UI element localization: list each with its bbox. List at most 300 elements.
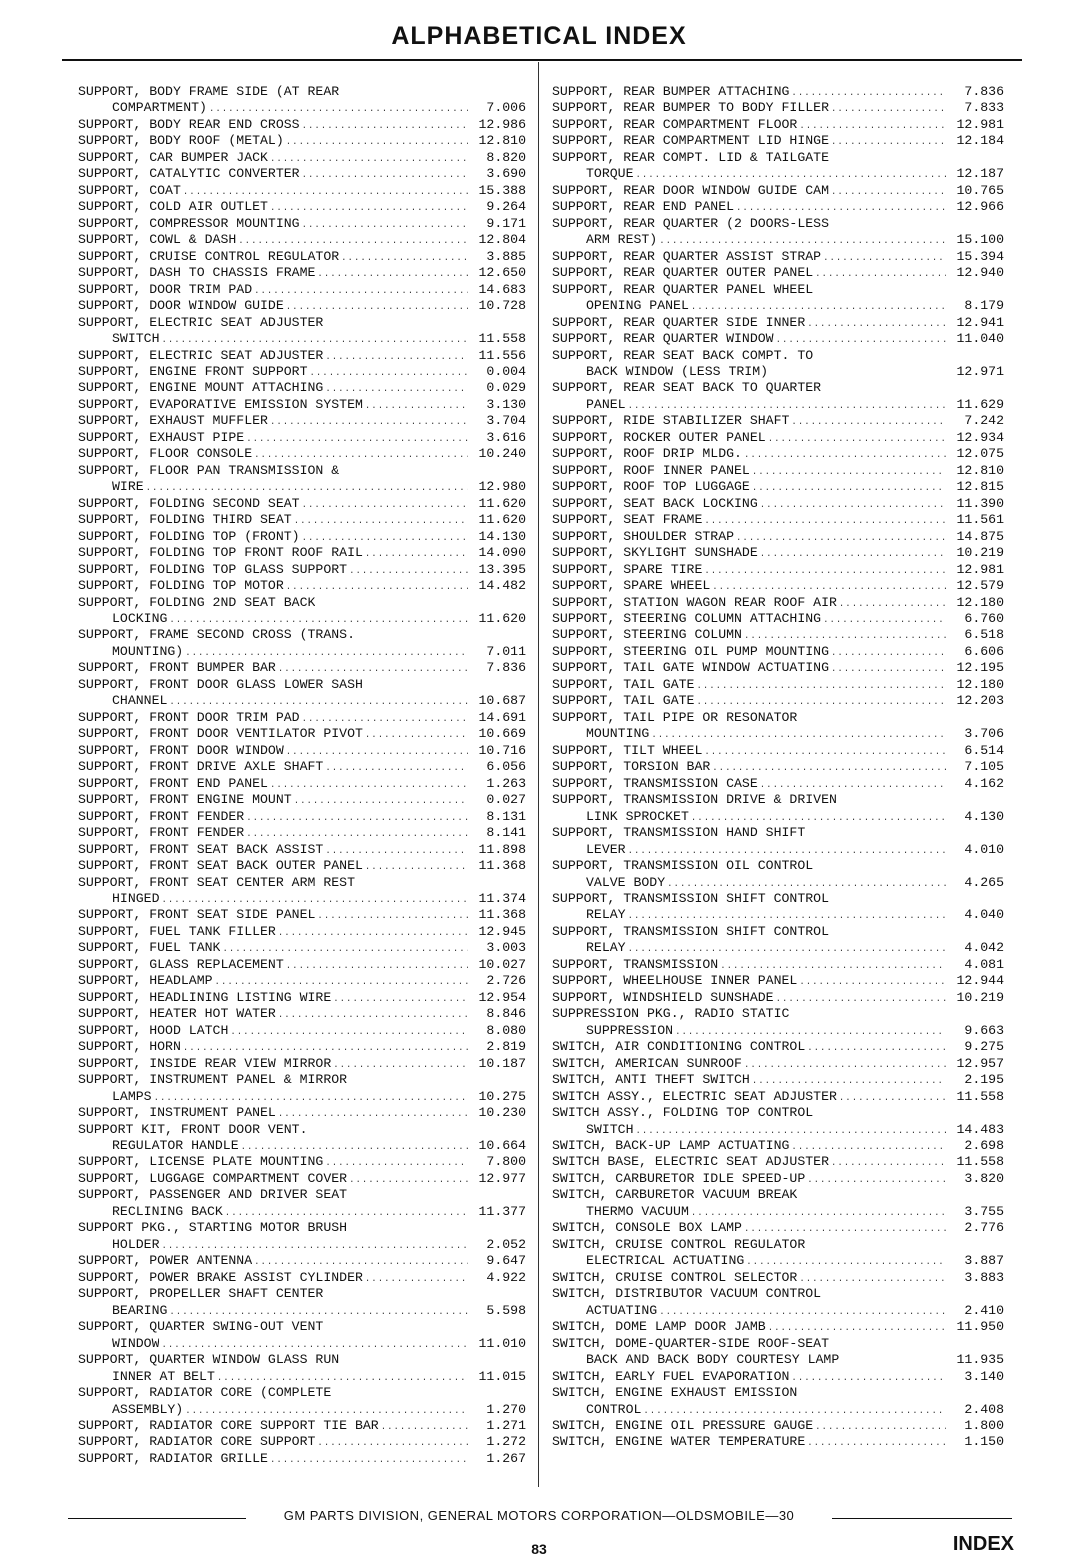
entry-label: SUPPORT, TRANSMISSION DRIVE & DRIVEN bbox=[552, 792, 837, 808]
entry-label: SUPPORT, COMPRESSOR MOUNTING bbox=[78, 215, 300, 231]
entry-label: LEVER bbox=[586, 841, 626, 857]
index-entry bbox=[552, 940, 1004, 956]
entry-page-ref: 10.664 bbox=[478, 1138, 526, 1153]
entry-label: SUPPORT, FRAME SECOND CROSS (TRANS. bbox=[78, 627, 355, 643]
index-entry bbox=[78, 973, 526, 989]
entry-label: SUPPORT, PASSENGER AND DRIVER SEAT bbox=[78, 1187, 348, 1203]
index-entry bbox=[552, 1154, 1004, 1170]
entry-page-ref: 11.620 bbox=[478, 495, 526, 511]
index-entry bbox=[552, 430, 1004, 446]
index-entry bbox=[552, 990, 1004, 1006]
leader-dots bbox=[341, 250, 468, 266]
entry-label: SUPPRESSION PKG., RADIO STATIC bbox=[552, 1006, 790, 1022]
leader-dots bbox=[768, 431, 946, 447]
index-column-right bbox=[552, 84, 1004, 1451]
leader-dots bbox=[185, 645, 468, 661]
index-entry bbox=[78, 249, 526, 265]
entry-page-ref: 4.130 bbox=[964, 808, 1004, 824]
index-entry bbox=[78, 1253, 526, 1269]
entry-label: SUPPORT, SKYLIGHT SUNSHADE bbox=[552, 545, 758, 561]
entry-label: SUPPORT, HEATER HOT WATER bbox=[78, 1006, 276, 1022]
page-title: ALPHABETICAL INDEX bbox=[391, 22, 687, 50]
index-entry bbox=[552, 1072, 1004, 1088]
index-entry bbox=[78, 990, 526, 1006]
entry-label: SUPPORT, FRONT SEAT BACK ASSIST bbox=[78, 841, 324, 857]
entry-label: SUPPORT, REAR COMPARTMENT LID HINGE bbox=[552, 133, 829, 149]
entry-page-ref: 12.981 bbox=[956, 116, 1004, 132]
entry-label: SUPPORT, FUEL TANK FILLER bbox=[78, 923, 276, 939]
index-entry bbox=[78, 545, 526, 561]
entry-label: SUPPORT, QUARTER WINDOW GLASS RUN bbox=[78, 1352, 340, 1368]
entry-page-ref: 14.090 bbox=[478, 545, 526, 561]
index-entry bbox=[552, 265, 1004, 281]
entry-label: SUPPORT, REAR COMPARTMENT FLOOR bbox=[552, 116, 798, 132]
entry-page-ref: 0.029 bbox=[486, 380, 526, 396]
entry-page-ref: 12.941 bbox=[956, 314, 1004, 330]
entry-label: ARM REST) bbox=[586, 232, 658, 248]
entry-page-ref: 9.171 bbox=[486, 215, 526, 231]
index-entry bbox=[78, 710, 526, 726]
leader-dots bbox=[365, 398, 468, 414]
column-divider bbox=[538, 62, 539, 1487]
entry-label: SUPPORT, FRONT SEAT SIDE PANEL bbox=[78, 907, 316, 923]
leader-dots bbox=[225, 1205, 468, 1221]
entry-page-ref: 9.264 bbox=[486, 199, 526, 215]
index-entry bbox=[552, 809, 1004, 825]
entry-label: SUPPORT, REAR QUARTER (2 DOORS-LESS bbox=[552, 215, 829, 231]
leader-dots bbox=[246, 431, 468, 447]
entry-label: HOLDER bbox=[112, 1236, 160, 1252]
entry-label: SUPPORT, ROOF DRIP MLDG. bbox=[552, 446, 742, 462]
entry-page-ref: 11.950 bbox=[956, 1319, 1004, 1335]
index-entry bbox=[552, 1286, 1004, 1302]
entry-label: SUPPORT, FOLDING SECOND SEAT bbox=[78, 495, 300, 511]
entry-label: SUPPORT, BODY REAR END CROSS bbox=[78, 116, 300, 132]
leader-dots bbox=[325, 1155, 468, 1171]
entry-label: SWITCH, BACK-UP LAMP ACTUATING bbox=[552, 1138, 790, 1153]
entry-label: SUPPORT, INSIDE REAR VIEW MIRROR bbox=[78, 1055, 332, 1071]
entry-label: VALVE BODY bbox=[586, 874, 666, 890]
leader-dots bbox=[278, 661, 468, 677]
entry-label: SUPPORT, GLASS REPLACEMENT bbox=[78, 956, 284, 972]
leader-dots bbox=[704, 513, 946, 529]
entry-label: SWITCH, ENGINE EXHAUST EMISSION bbox=[552, 1385, 798, 1401]
index-entry bbox=[552, 117, 1004, 133]
index-entry bbox=[552, 1303, 1004, 1319]
leader-dots bbox=[807, 1172, 946, 1188]
entry-label: SUPPORT, CAR BUMPER JACK bbox=[78, 149, 268, 165]
entry-page-ref: 10.716 bbox=[478, 742, 526, 758]
leader-dots bbox=[691, 1205, 946, 1221]
index-entry bbox=[552, 693, 1004, 709]
index-entry bbox=[552, 315, 1004, 331]
entry-label: SUPPORT, FOLDING 2ND SEAT BACK bbox=[78, 594, 316, 610]
leader-dots bbox=[161, 892, 468, 908]
entry-page-ref: 12.980 bbox=[478, 479, 526, 495]
index-entry bbox=[552, 463, 1004, 479]
leader-dots bbox=[294, 513, 468, 529]
index-entry bbox=[552, 1023, 1004, 1039]
entry-page-ref: 3.130 bbox=[486, 396, 526, 412]
leader-dots bbox=[146, 480, 468, 496]
index-entry bbox=[552, 232, 1004, 248]
index-entry bbox=[78, 199, 526, 215]
entry-label: SUPPORT, RIDE STABILIZER SHAFT bbox=[552, 413, 790, 429]
page-number: 83 bbox=[531, 1541, 547, 1557]
entry-page-ref: 3.704 bbox=[486, 413, 526, 429]
entry-label: SWITCH bbox=[112, 331, 160, 347]
entry-label: SUPPORT, TRANSMISSION OIL CONTROL bbox=[552, 858, 814, 874]
entry-label: SUPPORT, REAR BUMPER TO BODY FILLER bbox=[552, 100, 829, 116]
entry-label: SUPPORT, TAIL GATE bbox=[552, 693, 695, 709]
index-entry bbox=[78, 84, 526, 100]
entry-label: SWITCH, ANTI THEFT SWITCH bbox=[552, 1072, 750, 1088]
index-entry bbox=[78, 282, 526, 298]
leader-dots bbox=[744, 1221, 946, 1237]
index-entry bbox=[78, 1270, 526, 1286]
leader-dots bbox=[659, 233, 946, 249]
leader-dots bbox=[799, 118, 946, 134]
entry-label: SUPPORT, TRANSMISSION bbox=[552, 956, 719, 972]
index-entry bbox=[552, 1336, 1004, 1352]
entry-label: SWITCH, AIR CONDITIONING CONTROL bbox=[552, 1039, 806, 1055]
entry-label: SUPPORT, REAR DOOR WINDOW GUIDE CAM bbox=[552, 182, 829, 198]
index-entry bbox=[552, 792, 1004, 808]
index-entry bbox=[552, 1418, 1004, 1434]
leader-dots bbox=[278, 1106, 468, 1122]
leader-dots bbox=[381, 1419, 468, 1435]
index-entry bbox=[78, 562, 526, 578]
entry-page-ref: 1.271 bbox=[486, 1417, 526, 1433]
index-entry bbox=[78, 1237, 526, 1253]
index-entry bbox=[78, 1171, 526, 1187]
index-entry bbox=[78, 1122, 526, 1138]
index-entry bbox=[552, 479, 1004, 495]
entry-page-ref: 11.561 bbox=[956, 512, 1004, 528]
leader-dots bbox=[349, 1172, 468, 1188]
index-entry bbox=[78, 677, 526, 693]
leader-dots bbox=[310, 365, 469, 381]
index-entry bbox=[552, 331, 1004, 347]
index-entry bbox=[552, 183, 1004, 199]
entry-page-ref: 10.275 bbox=[478, 1088, 526, 1104]
entry-label: SUPPORT, ENGINE MOUNT ATTACHING bbox=[78, 380, 324, 396]
entry-page-ref: 10.027 bbox=[478, 956, 526, 972]
entry-page-ref: 3.755 bbox=[964, 1203, 1004, 1219]
entry-label: SUPPORT, RADIATOR CORE SUPPORT TIE BAR bbox=[78, 1417, 379, 1433]
leader-dots bbox=[628, 398, 946, 414]
leader-dots bbox=[791, 1139, 946, 1155]
index-entry bbox=[552, 298, 1004, 314]
entry-label: SUPPORT, FOLDING TOP GLASS SUPPORT bbox=[78, 561, 348, 577]
index-entry bbox=[78, 1336, 526, 1352]
section-label: INDEX bbox=[952, 1533, 1014, 1555]
entry-page-ref: 1.800 bbox=[964, 1417, 1004, 1433]
entry-page-ref: 4.040 bbox=[964, 907, 1004, 923]
entry-page-ref: 8.080 bbox=[486, 1022, 526, 1038]
entry-page-ref: 6.518 bbox=[964, 627, 1004, 643]
leader-dots bbox=[799, 974, 946, 990]
index-entry bbox=[78, 1006, 526, 1022]
entry-page-ref: 6.514 bbox=[964, 742, 1004, 758]
index-entry bbox=[552, 562, 1004, 578]
index-entry bbox=[552, 595, 1004, 611]
index-entry bbox=[552, 743, 1004, 759]
entry-page-ref: 2.195 bbox=[964, 1072, 1004, 1088]
entry-label: SUPPORT, COLD AIR OUTLET bbox=[78, 199, 268, 215]
entry-page-ref: 10.669 bbox=[478, 726, 526, 742]
index-entry bbox=[552, 627, 1004, 643]
index-entry bbox=[78, 693, 526, 709]
leader-dots bbox=[760, 777, 946, 793]
index-entry bbox=[552, 150, 1004, 166]
index-entry bbox=[552, 1039, 1004, 1055]
entry-page-ref: 11.558 bbox=[478, 331, 526, 347]
entry-page-ref: 3.690 bbox=[486, 166, 526, 182]
index-entry bbox=[552, 759, 1004, 775]
entry-page-ref: 3.885 bbox=[486, 248, 526, 264]
entry-label: SUPPORT, CRUISE CONTROL REGULATOR bbox=[78, 248, 340, 264]
leader-dots bbox=[760, 497, 946, 513]
entry-label: ELECTRICAL ACTUATING bbox=[586, 1253, 745, 1269]
entry-page-ref: 12.986 bbox=[478, 116, 526, 132]
entry-page-ref: 2.410 bbox=[964, 1302, 1004, 1318]
entry-label: SUPPORT, BODY ROOF (METAL) bbox=[78, 133, 284, 149]
index-entry bbox=[552, 1006, 1004, 1022]
entry-label: SUPPORT, WINDSHIELD SUNSHADE bbox=[552, 989, 774, 1005]
index-entry bbox=[552, 446, 1004, 462]
leader-dots bbox=[746, 1254, 946, 1270]
entry-page-ref: 0.004 bbox=[486, 363, 526, 379]
entry-label: SUPPORT, FRONT DOOR TRIM PAD bbox=[78, 709, 300, 725]
entry-label: SUPPORT, FRONT END PANEL bbox=[78, 775, 268, 791]
leader-dots bbox=[183, 1040, 468, 1056]
entry-label: BEARING bbox=[112, 1302, 168, 1318]
entry-label: SUPPORT, TRANSMISSION SHIFT CONTROL bbox=[552, 890, 829, 906]
entry-page-ref: 4.010 bbox=[964, 841, 1004, 857]
entry-label: SUPPORT, ELECTRIC SEAT ADJUSTER bbox=[78, 314, 324, 330]
leader-dots bbox=[161, 332, 468, 348]
leader-dots bbox=[270, 1452, 468, 1468]
index-entry bbox=[78, 842, 526, 858]
index-entry bbox=[78, 1369, 526, 1385]
entry-label: SWITCH, DOME LAMP DOOR JAMB bbox=[552, 1319, 766, 1335]
index-entry bbox=[552, 512, 1004, 528]
entry-page-ref: 10.219 bbox=[956, 989, 1004, 1005]
entry-page-ref: 11.015 bbox=[478, 1368, 526, 1384]
index-entry bbox=[552, 578, 1004, 594]
leader-dots bbox=[241, 1139, 468, 1155]
entry-page-ref: 2.698 bbox=[964, 1138, 1004, 1153]
index-entry bbox=[78, 380, 526, 396]
entry-label: SUPPORT, INSTRUMENT PANEL & MIRROR bbox=[78, 1072, 348, 1088]
leader-dots bbox=[215, 974, 468, 990]
entry-label: SUPPORT, TORSION BAR bbox=[552, 759, 711, 775]
entry-label: SWITCH, CARBURETOR IDLE SPEED-UP bbox=[552, 1170, 806, 1186]
entry-page-ref: 14.875 bbox=[956, 528, 1004, 544]
leader-dots bbox=[815, 1419, 946, 1435]
index-entry bbox=[78, 726, 526, 742]
entry-page-ref: 12.971 bbox=[956, 363, 1004, 379]
entry-label: SUPPORT, HEADLAMP bbox=[78, 973, 213, 989]
index-entry bbox=[78, 660, 526, 676]
entry-label: INNER AT BELT bbox=[112, 1368, 215, 1384]
index-entry bbox=[78, 1023, 526, 1039]
leader-dots bbox=[736, 200, 946, 216]
leader-dots bbox=[302, 497, 468, 513]
entry-label: TORQUE bbox=[586, 166, 634, 182]
entry-label: SUPPORT, HOOD LATCH bbox=[78, 1022, 229, 1038]
index-entry bbox=[552, 84, 1004, 100]
index-entry bbox=[78, 957, 526, 973]
leader-dots bbox=[169, 694, 468, 710]
index-entry bbox=[78, 1039, 526, 1055]
entry-page-ref: 13.395 bbox=[478, 561, 526, 577]
leader-dots bbox=[238, 233, 468, 249]
leader-dots bbox=[217, 1370, 468, 1386]
leader-dots bbox=[752, 1073, 946, 1089]
entry-label: LAMPS bbox=[112, 1088, 152, 1104]
entry-page-ref: 11.620 bbox=[478, 512, 526, 528]
leader-dots bbox=[270, 414, 468, 430]
leader-dots bbox=[325, 843, 468, 859]
entry-page-ref: 10.765 bbox=[956, 182, 1004, 198]
entry-page-ref: 4.922 bbox=[486, 1269, 526, 1285]
entry-page-ref: 12.579 bbox=[956, 578, 1004, 594]
leader-dots bbox=[161, 1238, 468, 1254]
index-entry bbox=[78, 117, 526, 133]
entry-label: SUPPORT, FOLDING TOP MOTOR bbox=[78, 578, 284, 594]
entry-page-ref: 8.820 bbox=[486, 149, 526, 165]
leader-dots bbox=[185, 1403, 468, 1419]
entry-label: PANEL bbox=[586, 396, 626, 412]
leader-dots bbox=[635, 1123, 946, 1139]
entry-label: OPENING PANEL bbox=[586, 298, 689, 314]
entry-page-ref: 11.629 bbox=[956, 396, 1004, 412]
index-entry bbox=[78, 133, 526, 149]
leader-dots bbox=[807, 1435, 946, 1451]
entry-page-ref: 11.377 bbox=[478, 1203, 526, 1219]
index-entry bbox=[78, 809, 526, 825]
index-entry bbox=[552, 776, 1004, 792]
leader-dots bbox=[209, 101, 468, 117]
entry-page-ref: 2.052 bbox=[486, 1236, 526, 1252]
entry-page-ref: 8.141 bbox=[486, 825, 526, 841]
leader-dots bbox=[831, 1155, 946, 1171]
entry-page-ref: 12.810 bbox=[478, 133, 526, 149]
entry-label: SUPPORT, QUARTER SWING-OUT VENT bbox=[78, 1319, 324, 1335]
leader-dots bbox=[365, 546, 468, 562]
entry-label: SUPPORT, DOOR TRIM PAD bbox=[78, 281, 253, 297]
index-entry bbox=[552, 1352, 1004, 1368]
entry-label: SUPPORT, FRONT FENDER bbox=[78, 808, 245, 824]
index-entry bbox=[552, 1369, 1004, 1385]
leader-dots bbox=[333, 991, 468, 1007]
index-entry bbox=[552, 1270, 1004, 1286]
leader-dots bbox=[302, 167, 468, 183]
entry-label: SWITCH, AMERICAN SUNROOF bbox=[552, 1055, 742, 1071]
entry-page-ref: 12.944 bbox=[956, 973, 1004, 989]
entry-label: SUPPORT, REAR SEAT BACK COMPT. TO bbox=[552, 347, 814, 363]
entry-label: SUPPORT, EXHAUST PIPE bbox=[78, 429, 245, 445]
index-entry bbox=[78, 907, 526, 923]
entry-label: SUPPORT, TILT WHEEL bbox=[552, 742, 703, 758]
entry-label: SUPPORT, POWER ANTENNA bbox=[78, 1253, 253, 1269]
leader-dots bbox=[302, 530, 468, 546]
entry-label: ASSEMBLY) bbox=[112, 1401, 184, 1417]
entry-page-ref: 12.981 bbox=[956, 561, 1004, 577]
entry-page-ref: 7.242 bbox=[964, 413, 1004, 429]
leader-dots bbox=[317, 1435, 468, 1451]
leader-dots bbox=[230, 1024, 468, 1040]
index-entry bbox=[552, 216, 1004, 232]
entry-label: SUPPORT, INSTRUMENT PANEL bbox=[78, 1105, 276, 1121]
leader-dots bbox=[246, 826, 468, 842]
entry-page-ref: 12.184 bbox=[956, 133, 1004, 149]
entry-page-ref: 3.003 bbox=[486, 940, 526, 956]
index-entry bbox=[552, 413, 1004, 429]
entry-label: LINK SPROCKET bbox=[586, 808, 689, 824]
entry-label: RELAY bbox=[586, 940, 626, 956]
entry-label: SUPPORT, ROCKER OUTER PANEL bbox=[552, 429, 766, 445]
leader-dots bbox=[628, 843, 946, 859]
index-entry bbox=[78, 1434, 526, 1450]
entry-label: CONTROL bbox=[586, 1401, 642, 1417]
index-entry bbox=[78, 446, 526, 462]
index-entry bbox=[552, 660, 1004, 676]
entry-page-ref: 10.728 bbox=[478, 298, 526, 314]
leader-dots bbox=[712, 579, 946, 595]
entry-page-ref: 12.187 bbox=[956, 166, 1004, 182]
entry-label: SUPPORT, DOOR WINDOW GUIDE bbox=[78, 298, 284, 314]
entry-label: WIRE bbox=[112, 479, 144, 495]
leader-dots bbox=[744, 447, 946, 463]
entry-label: SWITCH, ENGINE OIL PRESSURE GAUGE bbox=[552, 1417, 814, 1433]
leader-dots bbox=[691, 299, 946, 315]
index-entry bbox=[552, 644, 1004, 660]
index-entry bbox=[552, 891, 1004, 907]
entry-page-ref: 3.883 bbox=[964, 1269, 1004, 1285]
leader-dots bbox=[254, 1254, 468, 1270]
leader-dots bbox=[659, 1304, 946, 1320]
entry-page-ref: 2.819 bbox=[486, 1039, 526, 1055]
index-entry bbox=[552, 282, 1004, 298]
leader-dots bbox=[791, 1370, 946, 1386]
entry-label: SUPPORT, RADIATOR CORE SUPPORT bbox=[78, 1434, 316, 1450]
index-entry bbox=[552, 199, 1004, 215]
index-entry bbox=[552, 825, 1004, 841]
entry-page-ref: 6.760 bbox=[964, 611, 1004, 626]
index-entry bbox=[78, 578, 526, 594]
entry-label: SUPPORT, REAR QUARTER WINDOW bbox=[552, 331, 774, 347]
entry-label: SUPPORT, COAT bbox=[78, 182, 181, 198]
index-entry bbox=[552, 1237, 1004, 1253]
entry-label: SUPPORT, POWER BRAKE ASSIST CYLINDER bbox=[78, 1269, 363, 1285]
leader-dots bbox=[736, 530, 946, 546]
index-entry bbox=[78, 875, 526, 891]
index-entry bbox=[552, 1220, 1004, 1236]
entry-page-ref: 10.187 bbox=[478, 1055, 526, 1071]
entry-label: SUPPORT, REAR COMPT. LID & TAILGATE bbox=[552, 149, 829, 165]
entry-label: SUPPORT, TRANSMISSION SHIFT CONTROL bbox=[552, 923, 829, 939]
entry-label: SWITCH BASE, ELECTRIC SEAT ADJUSTER bbox=[552, 1154, 829, 1170]
entry-page-ref: 11.556 bbox=[478, 347, 526, 363]
index-entry bbox=[78, 1154, 526, 1170]
index-entry bbox=[78, 627, 526, 643]
entry-page-ref: 14.483 bbox=[956, 1121, 1004, 1137]
leader-dots bbox=[317, 266, 468, 282]
entry-page-ref: 11.935 bbox=[956, 1352, 1004, 1368]
